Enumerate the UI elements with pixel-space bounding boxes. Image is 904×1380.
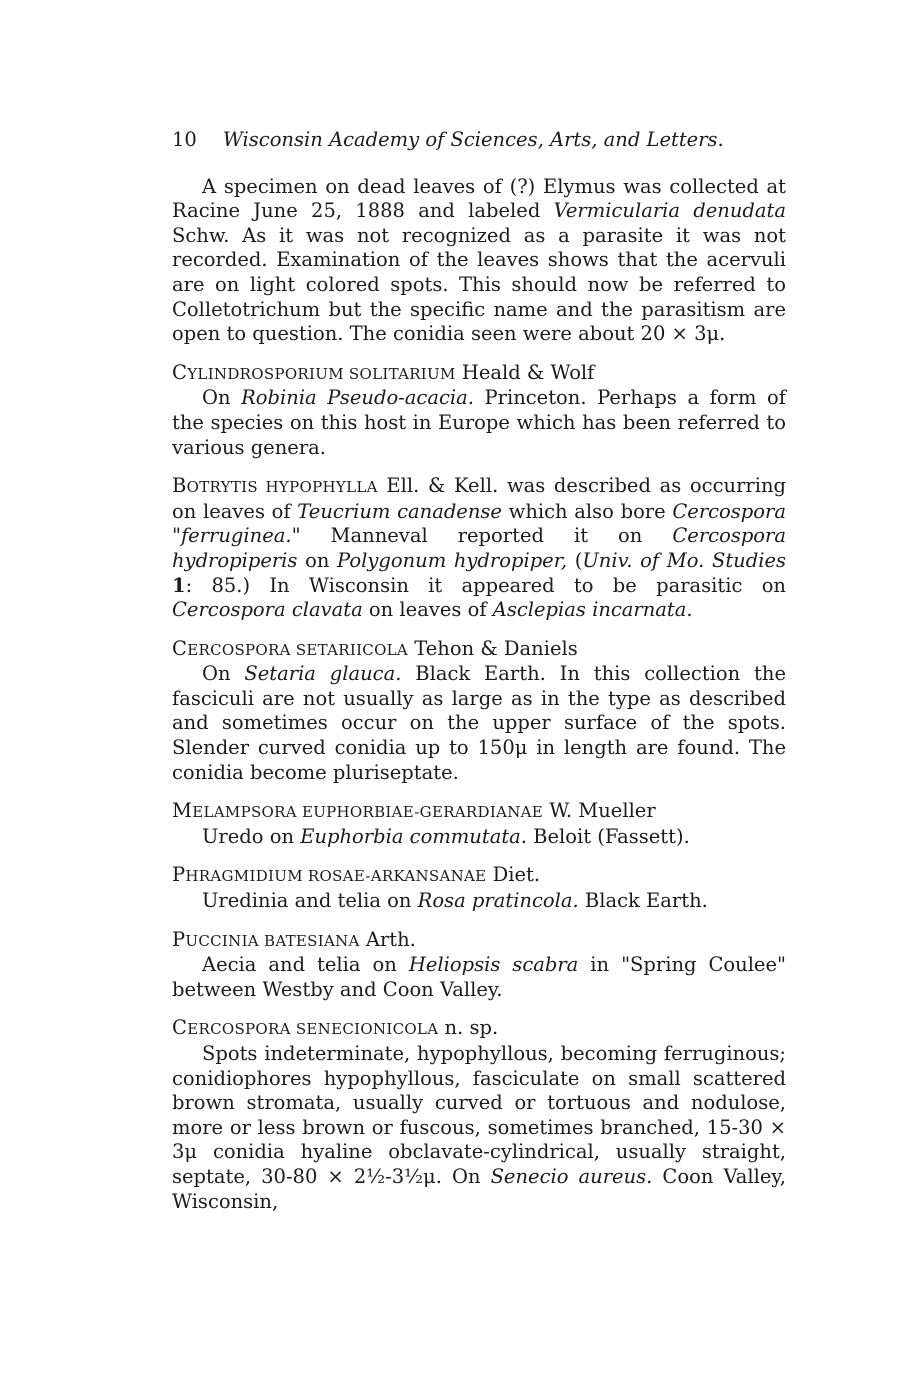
entry-botrytis-hypophylla (172, 474, 786, 623)
entry-cercospora-setariicola (172, 637, 786, 786)
page-number: 10 (172, 128, 197, 151)
species-heading (172, 1016, 786, 1042)
entry-puccinia-batesiana (172, 928, 786, 1003)
species-heading (172, 799, 786, 825)
species-description: Aecia and telia on Heliopsis scabra in "Spring Coulee" between Westby and Coon Valley. (172, 953, 786, 1001)
species-name: MELAMPSORA EUPHORBIAE-GERARDIANAE (172, 799, 544, 823)
entry-melampsora-euphorbiae-gerardianae (172, 799, 786, 849)
species-name: CYLINDROSPORIUM SOLITARIUM (172, 360, 456, 384)
species-authority: Heald & Wolf (455, 360, 595, 384)
species-authority: n. sp. (438, 1016, 499, 1040)
species-description: Uredinia and telia on Rosa pratincola. Black Earth. (202, 889, 708, 913)
species-description: On Robinia Pseudo-acacia. Princeton. Perhaps a form of the species on this host in Europe which has been referred to various genera. (172, 386, 786, 459)
species-authority: Diet. (486, 863, 541, 887)
intro-paragraph: A specimen on dead leaves of (?) Elymus was collected at Racine June 25, 1888 and labeled Vermicularia denudata Schw. As it was not recognized as a parasite it was not recorded. Examination of the leaves shows that the acervuli are on light colored spots. This should now be referred to Colletotrichum but the specific name and the parasitism are open to question. The conidia seen were about 20 × 3μ. (172, 174, 786, 346)
species-name: PHRAGMIDIUM ROSAE-ARKANSANAE (172, 863, 487, 887)
document-page (172, 128, 786, 1228)
entry-cylindrosporium-solitarium (172, 361, 786, 460)
species-description: Uredo on Euphorbia commutata. Beloit (Fassett). (202, 824, 690, 848)
species-name: CERCOSPORA SENECIONICOLA (172, 1016, 439, 1040)
species-name: PUCCINIA BATESIANA (172, 927, 360, 951)
entry-phragmidium-rosae-arkansanae (172, 863, 786, 913)
species-description: Spots indeterminate, hypophyllous, becoming ferruginous; conidiophores hypophyllous, fasciculate on small scattered brown stromata, usually curved or tortuous and nodulose, more or less brown or fuscous, sometimes branched, 15-30 × 3μ conidia hyaline obclavate-cylindrical, usually straight, septate, 30-80 × 2½-3½μ. On Senecio aureus. Coon Valley, Wisconsin, (172, 1042, 787, 1213)
species-description: On Setaria glauca. Black Earth. In this collection the fasciculi are not usually as large as in the type as described and sometimes occur on the upper surface of the spots. Slender curved conidia up to 150μ in length are found. The conidia become pluriseptate. (172, 662, 786, 784)
species-description: BOTRYTIS HYPOPHYLLA Ell. & Kell. was described as occurring on leaves of Teucrium canadense which also bore Cercospora "ferruginea." Manneval reported it on Cercospora hydropiperis on Polygonum hydropiper, (Univ. of Mo. Studies 1: 85.) In Wisconsin it appeared to be parasitic on Cercospora clavata on leaves of Asclepias incarnata. (172, 474, 787, 622)
species-heading (172, 863, 786, 889)
running-header (172, 128, 786, 153)
species-authority: Arth. (359, 927, 416, 951)
species-name: CERCOSPORA SETARIICOLA (172, 636, 409, 660)
species-heading (172, 361, 786, 387)
species-authority: Tehon & Daniels (408, 636, 578, 660)
entry-cercospora-senecionicola (172, 1016, 786, 1214)
running-title: Wisconsin Academy of Sciences, Arts, and Letters. (222, 128, 724, 151)
species-name: BOTRYTIS HYPOPHYLLA (172, 474, 378, 498)
species-authority: W. Mueller (543, 799, 656, 823)
species-heading (172, 637, 786, 663)
species-heading (172, 928, 786, 954)
